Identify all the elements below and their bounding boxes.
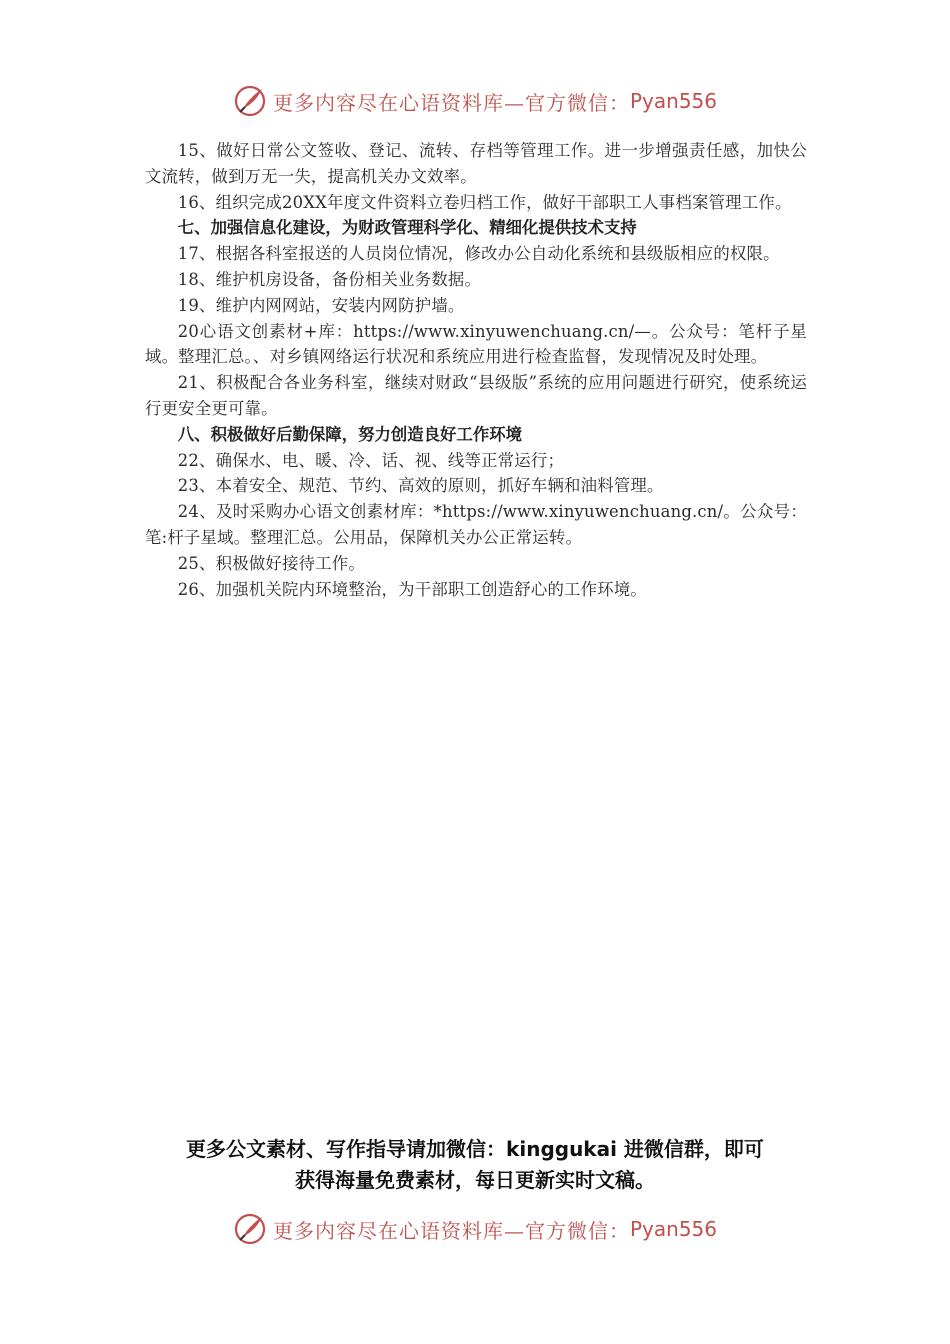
banner-text: 更多内容尽在心语资料库—官方微信： — [272, 1218, 630, 1243]
paragraph-26: 26、加强机关院内环境整治，为干部职工创造舒心的工作环境。 — [177, 579, 647, 599]
footer-promo-note — [0, 1134, 950, 1196]
header-banner — [0, 84, 950, 118]
paragraph-15: 15、做好日常公文签收、登记、流转、存档等管理工作。进一步增强责任感，加快公文流转，做到万无一失，提高机关办文效率。 — [145, 141, 807, 186]
paragraph-17: 17、根据各科室报送的人员岗位情况，修改办公自动化系统和县级版相应的权限。 — [177, 244, 780, 264]
paragraph-16: 16、组织完成20XX年度文件资料立卷归档工作，做好干部职工人事档案管理工作。 — [177, 192, 792, 212]
banner-text: 更多内容尽在心语资料库—官方微信： — [272, 90, 630, 115]
section-heading-8: 八、积极做好后勤保障，努力创造良好工作环境 — [177, 424, 522, 444]
paragraph-18: 18、维护机房设备，备份相关业务数据。 — [177, 269, 482, 289]
banner-handle: Pyan556 — [629, 1217, 717, 1241]
quill-logo-icon — [233, 84, 267, 118]
paragraph-22: 22、确保水、电、暖、冷、话、视、线等正常运行； — [177, 450, 565, 470]
quill-logo-icon — [233, 1212, 267, 1246]
footer-note-line-1: 更多公文素材、写作指导请加微信：kinggukai 进微信群，即可 — [186, 1137, 764, 1161]
footer-banner — [0, 1212, 950, 1246]
banner-handle: Pyan556 — [629, 89, 717, 113]
paragraph-25: 25、积极做好接待工作。 — [177, 553, 365, 573]
paragraph-23: 23、本着安全、规范、节约、高效的原则，抓好车辆和油料管理。 — [177, 476, 664, 496]
paragraph-24: 24、及时采购办心语文创素材库：*https://www.xinyuwenchuang.cn/。公众号：笔:杆子星域。整理汇总。公用品，保障机关办公正常运转。 — [145, 502, 807, 547]
document-body — [145, 138, 807, 602]
paragraph-20: 20心语文创素材+库：https://www.xinyuwenchuang.cn/—。公众号：笔杆子星域。整理汇总。、对乡镇网络运行状况和系统应用进行检查监督，发现情况及时处理。 — [145, 321, 807, 367]
paragraph-21: 21、积极配合各业务科室，继续对财政“县级版”系统的应用问题进行研究，使系统运行更安全更可靠。 — [145, 373, 807, 418]
paragraph-19: 19、维护内网网站，安装内网防护墙。 — [177, 295, 465, 315]
footer-note-line-2: 获得海量免费素材，每日更新实时文稿。 — [295, 1168, 655, 1192]
section-heading-7: 七、加强信息化建设，为财政管理科学化、精细化提供技术支持 — [177, 218, 637, 238]
